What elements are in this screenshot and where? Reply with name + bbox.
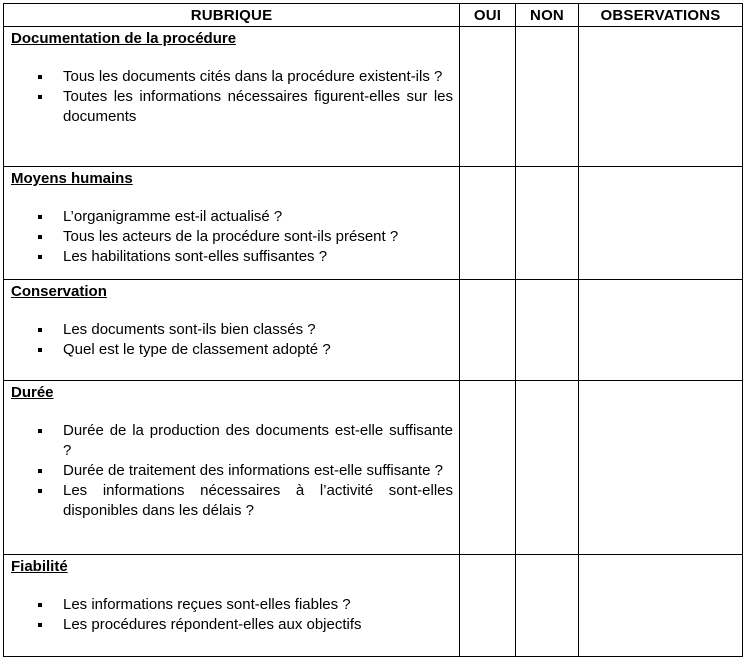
non-cell[interactable]: [516, 280, 579, 381]
non-cell[interactable]: [516, 555, 579, 657]
section-row-documentation: [4, 27, 743, 167]
question-item: Tous les documents cités dans la procédure existent-ils ?: [4, 67, 459, 87]
question-item: Durée de la production des documents est-elle suffisante ?: [4, 421, 459, 461]
non-cell[interactable]: [516, 27, 579, 167]
oui-cell[interactable]: [460, 381, 516, 555]
non-cell[interactable]: [516, 381, 579, 555]
question-item: Les habilitations sont-elles suffisantes ?: [4, 247, 459, 267]
question-item: Les documents sont-ils bien classés ?: [4, 320, 459, 340]
question-item: Les informations reçues sont-elles fiables ?: [4, 595, 459, 615]
header-rubrique: RUBRIQUE: [4, 4, 460, 27]
question-item: Les informations nécessaires à l’activité sont-elles disponibles dans les délais ?: [4, 481, 459, 521]
section-row-conservation: [4, 280, 743, 381]
section-row-fiabilite: [4, 555, 743, 657]
header-non: NON: [516, 4, 579, 27]
header-oui: OUI: [460, 4, 516, 27]
question-list: [4, 207, 459, 267]
section-title: Fiabilité: [11, 558, 68, 575]
observations-cell[interactable]: [579, 381, 743, 555]
question-item: Tous les acteurs de la procédure sont-ils présent ?: [4, 227, 459, 247]
rubrique-cell: [4, 280, 460, 381]
question-list: [4, 320, 459, 360]
non-cell[interactable]: [516, 167, 579, 280]
audit-checklist-table: [3, 3, 743, 657]
oui-cell[interactable]: [460, 555, 516, 657]
rubrique-cell: [4, 27, 460, 167]
question-item: Les procédures répondent-elles aux objectifs: [4, 615, 459, 635]
oui-cell[interactable]: [460, 27, 516, 167]
question-item: Durée de traitement des informations est-elle suffisante ?: [4, 461, 459, 481]
section-row-duree: [4, 381, 743, 555]
section-title: Documentation de la procédure: [11, 30, 237, 47]
section-title: Moyens humains: [11, 170, 133, 187]
oui-cell[interactable]: [460, 167, 516, 280]
observations-cell[interactable]: [579, 280, 743, 381]
question-list: [4, 595, 459, 635]
observations-cell[interactable]: [579, 27, 743, 167]
question-item: L’organigramme est-il actualisé ?: [4, 207, 459, 227]
rubrique-cell: [4, 381, 460, 555]
section-title: Conservation: [11, 283, 107, 300]
observations-cell[interactable]: [579, 167, 743, 280]
section-row-moyens-humains: [4, 167, 743, 280]
question-list: [4, 421, 459, 521]
question-item: Toutes les informations nécessaires figurent-elles sur les documents: [4, 87, 459, 127]
rubrique-cell: [4, 167, 460, 280]
question-item: Quel est le type de classement adopté ?: [4, 340, 459, 360]
question-list: [4, 67, 459, 127]
rubrique-cell: [4, 555, 460, 657]
header-row: [4, 4, 743, 27]
header-observations: OBSERVATIONS: [579, 4, 743, 27]
observations-cell[interactable]: [579, 555, 743, 657]
oui-cell[interactable]: [460, 280, 516, 381]
section-title: Durée: [11, 384, 54, 401]
